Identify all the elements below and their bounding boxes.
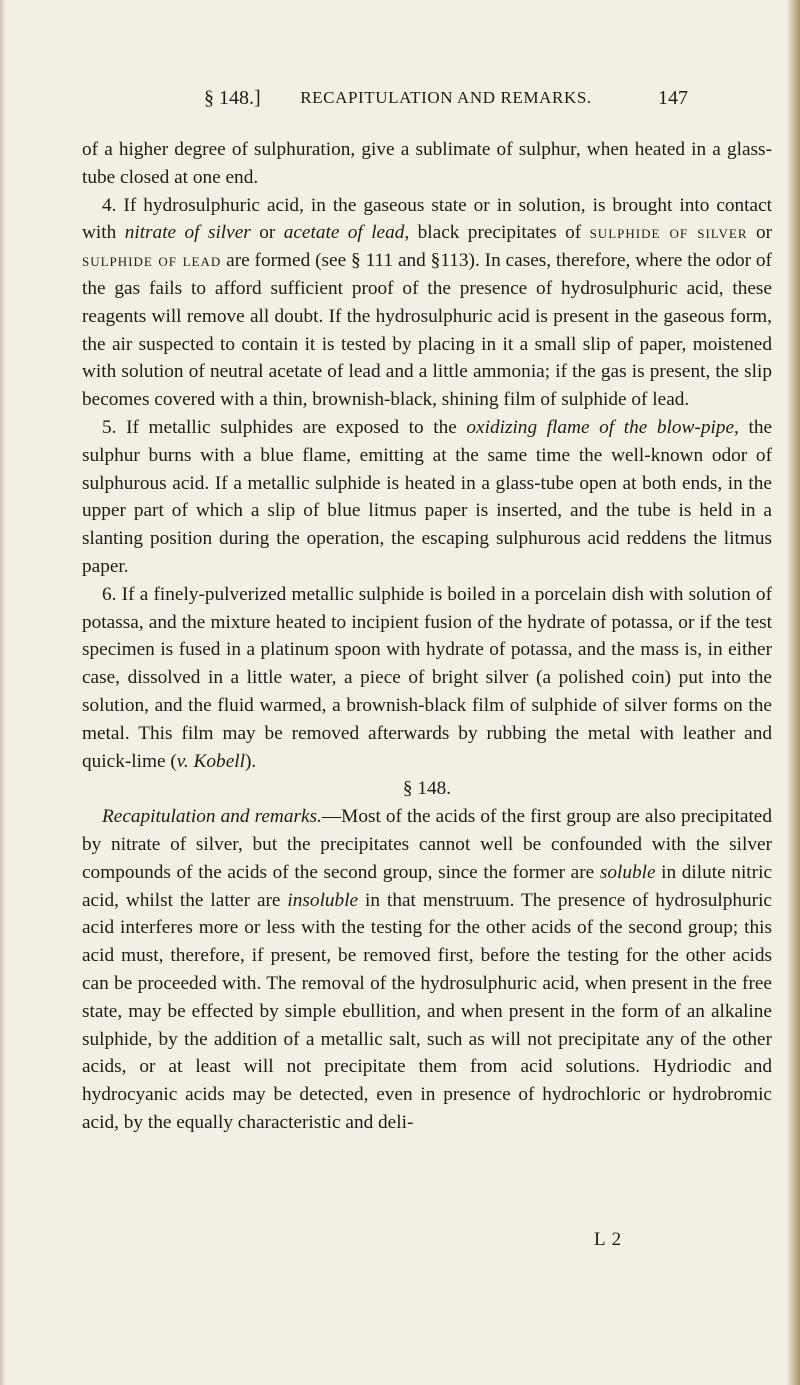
page-number: 147 — [658, 87, 688, 109]
p5-italic-blowpipe: oxidizing flame of the blow-pipe — [466, 416, 735, 438]
paragraph-continuation: of a higher degree of sulphuration, give a sublimate of sulphur, when heated in a glass-tube closed at one end. — [82, 139, 772, 188]
p4-text-c: or — [250, 222, 284, 244]
header-section-ref: § 148.] — [204, 87, 261, 109]
p6-text-c: ). — [244, 750, 257, 772]
p4-smallcaps-silver: sulphide of silver — [589, 222, 748, 243]
paragraph-6 — [82, 581, 772, 776]
p7-italic-recap: Recapitulation and remarks. — [102, 806, 322, 828]
p4-smallcaps-lead: sulphide of lead — [82, 250, 222, 271]
p4-text-g: or — [747, 222, 773, 244]
paragraph-7 — [82, 803, 772, 1137]
p7-italic-soluble: soluble — [599, 861, 656, 883]
p4-text-i: are formed (see § 111 and §113). In cases, therefore, where the odor of the gas fails to afford sufficient proof of the presence of hydrosulphuric acid, these reagents will remove all doubt. If the hydrosulphuric acid is present in the gaseous form, the air suspected to contain it is tested by placing in it a small slip of paper, moistened with solution of neutral acetate of lead and a little ammonia; if the gas is present, the slip becomes covered with a thin, brownish-black, shining film of sulphide of lead. — [82, 250, 772, 411]
paragraph-5 — [82, 414, 772, 581]
p7-text-d: in dilute nitric acid, whilst the latter are — [82, 861, 772, 911]
p4-italic-acetate: acetate of lead — [283, 222, 405, 244]
scan-edge-right — [786, 0, 800, 1385]
scan-edge-left — [0, 0, 6, 1385]
paragraph-4 — [82, 192, 772, 414]
p5-text-a: 5. If metallic sulphides are exposed to the — [102, 416, 467, 438]
p6-italic-kobell: v. Kobell — [176, 750, 245, 772]
section-heading: § 148. — [402, 778, 452, 800]
p6-text-a: 6. If a finely-pulverized metallic sulphide is boiled in a porcelain dish with solution of potassa, and the mixture heated to incipient fusion of the hydrate of potassa, or if the test specimen is fused in a platinum spoon with hydrate of potassa, and the mass is, in either case, dissolved in a little water, a piece of bright silver (a polished coin) put into the solution, and the fluid warmed, a brownish-black film of sulphide of silver forms on the metal. This film may be removed afterwards by rubbing the metal with leather and quick-lime ( — [82, 583, 772, 772]
page-body — [82, 136, 772, 1137]
header-title: RECAPITULATION AND REMARKS. — [300, 88, 592, 107]
p4-text-e: , black precipitates of — [404, 222, 590, 244]
p5-text-c: , the sulphur burns with a blue flame, emitting at the same time the well-known odor of sulphurous acid. If a metallic sulphide is heated in a glass-tube open at both ends, in the upper part of which a slip of blue litmus paper is inserted, and the tube is held in a slanting position during the operation, the escaping sulphurous acid reddens the litmus paper. — [82, 416, 773, 577]
running-header — [204, 87, 688, 113]
signature-mark: L 2 — [594, 1229, 623, 1250]
p4-italic-nitrate: nitrate of silver — [124, 222, 251, 244]
p7-text-b: —Most of the acids of the first group are also precipitated by nitrate of silver, but the precipitates cannot well be confounded with the silver compounds of the acids of the second group, since the former are — [82, 806, 772, 883]
p4-text-a: 4. If hydrosulphuric acid, in the gaseous state or in solution, is brought into contact with — [82, 194, 772, 244]
p7-italic-insoluble: insoluble — [287, 889, 359, 911]
p7-text-f: in that menstruum. The presence of hydrosulphuric acid interferes more or less with the testing for the other acids of the second group; this acid must, therefore, if present, be removed first, before the testing for the other acids can be proceeded with. The removal of the hydrosulphuric acid, when present in the free state, may be effected by simple ebullition, and when present in the form of an alkaline sulphide, by the addition of a metallic salt, such as will not precipitate any of the other acids, or at least will not precipitate them from acid solutions. Hydriodic and hydrocyanic acids may be detected, even in presence of hydrochloric or hydrobromic acid, by the equally characteristic and deli- — [82, 889, 772, 1133]
